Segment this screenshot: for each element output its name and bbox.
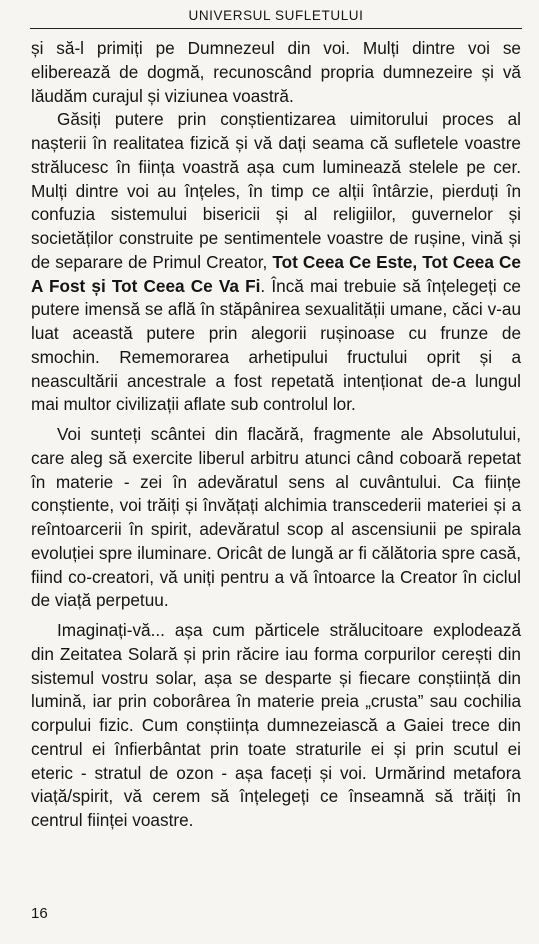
paragraph-1 — [31, 37, 521, 108]
paragraph-4 — [31, 619, 521, 833]
paragraph-text: Voi sunteți scântei din flacără, fragmente ale Absolutului, care aleg să exercite liberul arbitru atunci când coboară repetat în materie - zei în adevăratul sens al cuvântului. Ca ființe conștiente, voi trăiți și învățați alchimia transcederii materiei și a reîntoarcerii în spirit, adevăratul scop al ascensiunii pe spirala evoluției spre iluminare. Oricât de lungă ar fi călătoria spre casă, fiind co-creatori, vă uniți pentru a vă întoarce la Creator în ciclul de viață perpetuu. — [31, 424, 521, 611]
paragraph-2 — [31, 108, 521, 417]
paragraph-text-continued: . Încă mai trebuie să înțelegeți ce putere imensă se află în stăpânirea sexualității umane, căci v-au luat această putere prin alegorii rușinoase cu frunze de smochin. Rememorarea arhetipului fructului oprit și a neascultării ancestrale a fost repetată intenționat de-a lungul mai multor civilizații aflate sub controlul lor. — [31, 275, 521, 415]
paragraph-text: Imaginați-vă... așa cum părticele strălucitoare explodează din Zeitatea Solară și prin răcire iau forma corpurilor cerești din sistemul vostru solar, așa se desparte și fiecare conștiință din lumină, iar prin coborârea în materie preia „crusta” sau cochilia corpului fizic. Cum conștiința dumnezeiască a Gaiei trece din centrul ei înfierbântat prin toate straturile ei și prin scutul ei eteric - stratul de ozon - așa faceți și voi. Urmărind metafora viață/spirit, vă cerem să înțelegeți ce înseamnă să trăiți în centrul ființei voastre. — [31, 620, 521, 830]
paragraph-text: Găsiți putere prin conștientizarea uimitorului proces al nașterii în realitatea fizică și vă dați seama că sufletele voastre strălucesc în ființa voastră așa cum luminează stelele pe cer. Mulți dintre voi au înțeles, în timp ce alții întârzie, pierduți în confuzia sistemului bisericii și al religiilor, guvernelor și societăților construite pe sentimentele voastre de rușine, vină și de separare de Primul Creator, — [31, 109, 521, 272]
paragraph-3 — [31, 423, 521, 613]
paragraph-text: și să-l primiți pe Dumnezeul din voi. Mulți dintre voi se eliberează de dogmă, recunoscând propria dumnezeire și vă lăudăm curajul și viziunea voastră. — [31, 38, 521, 106]
page-body — [31, 37, 521, 833]
page-number: 16 — [31, 905, 48, 922]
running-header: UNIVERSUL SUFLETULUI — [30, 8, 522, 29]
bold-phrase: Tot Ceea Ce Este, Tot Ceea Ce A Fost și Tot Ceea Ce Va Fi — [31, 251, 521, 296]
